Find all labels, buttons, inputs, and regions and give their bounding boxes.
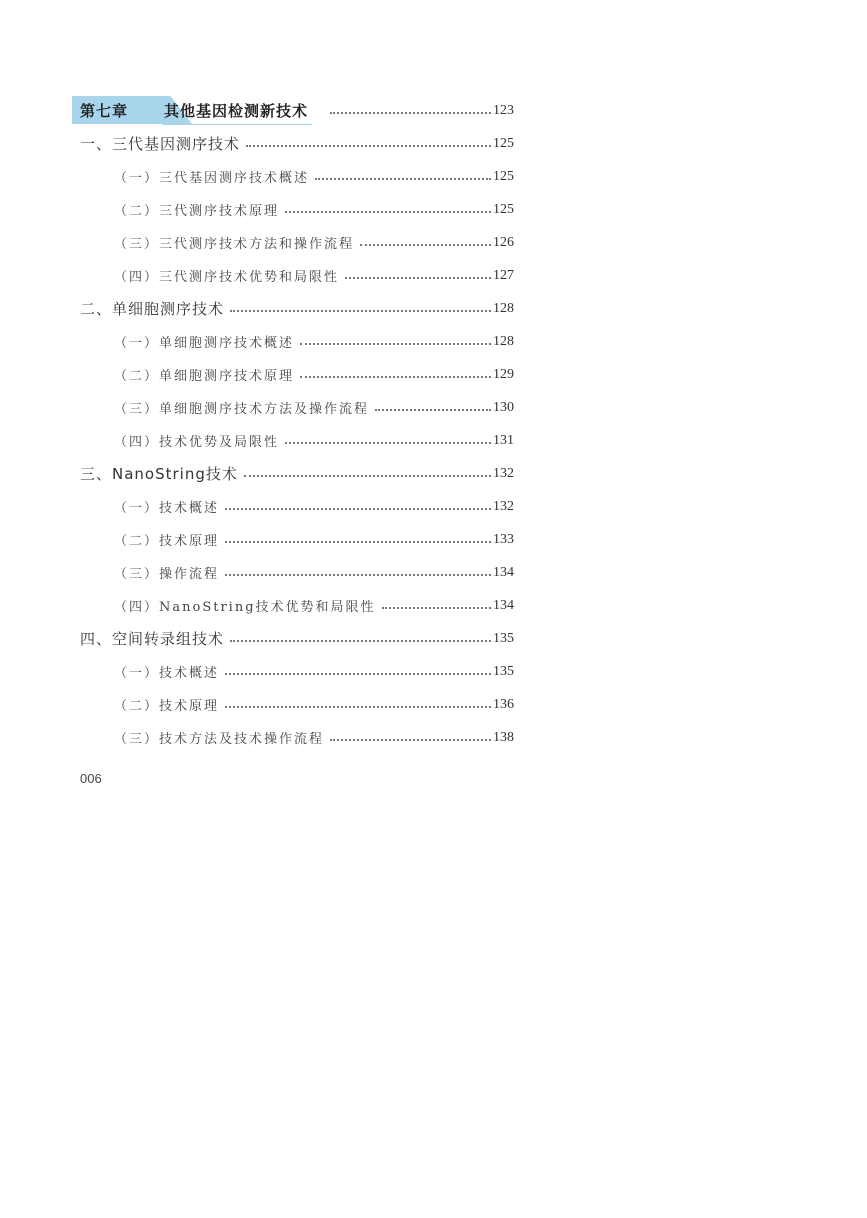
toc-section-entry[interactable] [80, 622, 514, 655]
toc-subsection-entry[interactable] [80, 424, 514, 457]
dot-leader [246, 144, 491, 147]
chapter-heading[interactable] [80, 94, 514, 127]
toc-entry-label: （四）NanoString技术优势和局限性 [114, 600, 376, 615]
toc-subsection-entry[interactable] [80, 655, 514, 688]
toc-subsection-entry[interactable] [80, 391, 514, 424]
toc-entry-page-number: 128 [493, 333, 514, 349]
toc-subsection-entry[interactable] [80, 490, 514, 523]
chapter-number: 第七章 [80, 102, 129, 120]
toc-subsection-entry[interactable] [80, 358, 514, 391]
dot-leader [225, 705, 491, 708]
toc-entry-page-number: 132 [493, 465, 514, 481]
dot-leader [360, 243, 491, 246]
chapter-leader [324, 94, 514, 127]
dot-leader [230, 639, 491, 642]
dot-leader [375, 408, 491, 411]
toc-entry-page-number: 127 [493, 267, 514, 283]
toc-subsection-entry[interactable] [80, 589, 514, 622]
toc-section-entry[interactable] [80, 127, 514, 160]
toc-entry-label: （四）三代测序技术优势和局限性 [114, 270, 340, 285]
toc-entry-page-number: 125 [493, 168, 514, 184]
toc-entry-page-number: 129 [493, 366, 514, 382]
dot-leader [285, 210, 491, 213]
toc-entry-page-number: 134 [493, 597, 514, 613]
toc-entry-label: 一、三代基因测序技术 [80, 135, 241, 153]
toc-entry-label: （二）技术原理 [114, 534, 220, 549]
toc-entry-label: （四）技术优势及局限性 [114, 435, 280, 450]
toc-entries [80, 127, 514, 754]
toc-entry-page-number: 125 [493, 135, 514, 151]
toc-entry-label: （二）技术原理 [114, 699, 220, 714]
toc-entry-label: （一）技术概述 [114, 666, 220, 681]
toc-entry-label: 四、空间转录组技术 [80, 630, 225, 648]
toc-entry-label: （一）单细胞测序技术概述 [114, 336, 295, 351]
toc-entry-page-number: 138 [493, 729, 514, 745]
toc-entry-page-number: 132 [493, 498, 514, 514]
toc-entry-page-number: 134 [493, 564, 514, 580]
table-of-contents [80, 94, 514, 754]
toc-entry-label: （三）操作流程 [114, 567, 220, 582]
dot-leader [382, 606, 491, 609]
chapter-page-number: 123 [493, 102, 514, 118]
dot-leader [225, 672, 491, 675]
chapter-title-underline [162, 124, 312, 125]
toc-entry-page-number: 126 [493, 234, 514, 250]
toc-subsection-entry[interactable] [80, 226, 514, 259]
toc-entry-label: （二）单细胞测序技术原理 [114, 369, 295, 384]
dot-leader [230, 309, 491, 312]
toc-entry-page-number: 130 [493, 399, 514, 415]
toc-entry-page-number: 136 [493, 696, 514, 712]
toc-section-entry[interactable] [80, 292, 514, 325]
toc-subsection-entry[interactable] [80, 721, 514, 754]
toc-subsection-entry[interactable] [80, 556, 514, 589]
toc-entry-label: （三）三代测序技术方法和操作流程 [114, 237, 355, 252]
toc-subsection-entry[interactable] [80, 193, 514, 226]
dot-leader [345, 276, 491, 279]
dot-leader [330, 111, 491, 114]
toc-entry-label: （三）单细胞测序技术方法及操作流程 [114, 402, 370, 417]
toc-entry-label: （三）技术方法及技术操作流程 [114, 732, 325, 747]
toc-entry-page-number: 135 [493, 630, 514, 646]
dot-leader [225, 507, 491, 510]
chapter-title: 其他基因检测新技术 [164, 102, 309, 120]
toc-entry-page-number: 131 [493, 432, 514, 448]
toc-subsection-entry[interactable] [80, 523, 514, 556]
toc-entry-label: 二、单细胞测序技术 [80, 300, 225, 318]
toc-entry-page-number: 125 [493, 201, 514, 217]
toc-entry-label: （一）三代基因测序技术概述 [114, 171, 310, 186]
toc-subsection-entry[interactable] [80, 325, 514, 358]
page-folio: 006 [80, 771, 102, 786]
dot-leader [330, 738, 491, 741]
dot-leader [225, 540, 491, 543]
dot-leader [300, 342, 491, 345]
toc-entry-label: （一）技术概述 [114, 501, 220, 516]
toc-entry-label: 三、NanoString技术 [80, 465, 238, 483]
toc-subsection-entry[interactable] [80, 259, 514, 292]
toc-subsection-entry[interactable] [80, 160, 514, 193]
dot-leader [244, 474, 491, 477]
dot-leader [285, 441, 491, 444]
dot-leader [315, 177, 491, 180]
toc-entry-page-number: 128 [493, 300, 514, 316]
toc-entry-label: （二）三代测序技术原理 [114, 204, 280, 219]
toc-entry-page-number: 133 [493, 531, 514, 547]
toc-subsection-entry[interactable] [80, 688, 514, 721]
toc-section-entry[interactable] [80, 457, 514, 490]
dot-leader [300, 375, 491, 378]
toc-entry-page-number: 135 [493, 663, 514, 679]
dot-leader [225, 573, 491, 576]
